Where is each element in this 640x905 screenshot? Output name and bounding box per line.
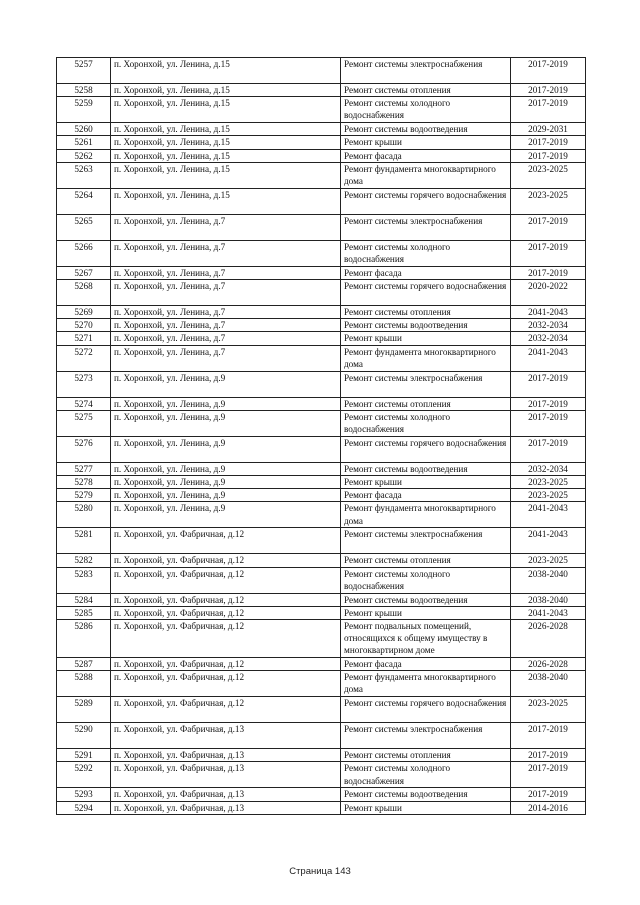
table-row [57,214,586,240]
row-address: п. Хоронхой, ул. Ленина, д.9 [111,397,341,410]
table-row [57,136,586,149]
row-work-type: Ремонт системы холодного водоснабжения [341,410,511,436]
row-work-type: Ремонт фасада [341,489,511,502]
table-row [57,436,586,462]
table-row [57,554,586,567]
row-address: п. Хоронхой, ул. Ленина, д.15 [111,58,341,84]
row-number: 5294 [57,801,111,814]
table-row [57,723,586,749]
row-period: 2017-2019 [511,436,586,462]
row-period: 2038-2040 [511,567,586,593]
table-row [57,502,586,528]
row-period: 2017-2019 [511,58,586,84]
row-address: п. Хоронхой, ул. Фабричная, д.12 [111,593,341,606]
row-period: 2017-2019 [511,240,586,266]
row-work-type: Ремонт системы водоотведения [341,593,511,606]
row-work-type: Ремонт системы горячего водоснабжения [341,280,511,306]
row-work-type: Ремонт крыши [341,476,511,489]
row-work-type: Ремонт системы водоотведения [341,319,511,332]
row-period: 2017-2019 [511,371,586,397]
row-period: 2017-2019 [511,723,586,749]
row-number: 5273 [57,371,111,397]
row-number: 5272 [57,345,111,371]
row-address: п. Хоронхой, ул. Фабричная, д.12 [111,528,341,554]
row-address: п. Хоронхой, ул. Фабричная, д.13 [111,762,341,788]
row-number: 5271 [57,332,111,345]
row-number: 5283 [57,567,111,593]
row-number: 5289 [57,697,111,723]
table-row [57,58,586,84]
row-work-type: Ремонт системы водоотведения [341,462,511,475]
row-address: п. Хоронхой, ул. Фабричная, д.12 [111,606,341,619]
row-period: 2017-2019 [511,762,586,788]
table-row [57,345,586,371]
row-period: 2038-2040 [511,671,586,697]
row-work-type: Ремонт системы отопления [341,397,511,410]
row-period: 2023-2025 [511,162,586,188]
row-period: 2041-2043 [511,345,586,371]
row-period: 2017-2019 [511,136,586,149]
row-number: 5263 [57,162,111,188]
row-work-type: Ремонт системы холодного водоснабжения [341,762,511,788]
table-row [57,280,586,306]
row-work-type: Ремонт фасада [341,658,511,671]
row-period: 2038-2040 [511,593,586,606]
table-row [57,332,586,345]
row-period: 2023-2025 [511,554,586,567]
row-address: п. Хоронхой, ул. Фабричная, д.13 [111,801,341,814]
table-row [57,476,586,489]
row-number: 5291 [57,749,111,762]
row-work-type: Ремонт крыши [341,801,511,814]
row-address: п. Хоронхой, ул. Ленина, д.9 [111,436,341,462]
table-row [57,606,586,619]
table-row [57,397,586,410]
row-work-type: Ремонт крыши [341,332,511,345]
row-address: п. Хоронхой, ул. Ленина, д.15 [111,123,341,136]
row-address: п. Хоронхой, ул. Фабричная, д.12 [111,658,341,671]
row-address: п. Хоронхой, ул. Ленина, д.15 [111,162,341,188]
row-number: 5278 [57,476,111,489]
row-work-type: Ремонт системы горячего водоснабжения [341,436,511,462]
row-period: 2041-2043 [511,528,586,554]
row-work-type: Ремонт системы электроснабжения [341,723,511,749]
row-period: 2032-2034 [511,462,586,475]
row-address: п. Хоронхой, ул. Ленина, д.7 [111,240,341,266]
table-row [57,162,586,188]
row-work-type: Ремонт фундамента многоквартирного дома [341,502,511,528]
row-address: п. Хоронхой, ул. Фабричная, д.12 [111,697,341,723]
row-number: 5270 [57,319,111,332]
row-work-type: Ремонт системы холодного водоснабжения [341,97,511,123]
row-period: 2026-2028 [511,620,586,658]
row-work-type: Ремонт фундамента многоквартирного дома [341,162,511,188]
row-address: п. Хоронхой, ул. Ленина, д.9 [111,476,341,489]
row-number: 5264 [57,188,111,214]
row-period: 2017-2019 [511,214,586,240]
table-row [57,671,586,697]
row-period: 2014-2016 [511,801,586,814]
row-number: 5280 [57,502,111,528]
row-work-type: Ремонт системы отопления [341,84,511,97]
row-address: п. Хоронхой, ул. Ленина, д.15 [111,97,341,123]
row-work-type: Ремонт системы электроснабжения [341,214,511,240]
row-number: 5293 [57,788,111,801]
row-work-type: Ремонт крыши [341,606,511,619]
row-period: 2017-2019 [511,410,586,436]
row-period: 2017-2019 [511,266,586,279]
row-number: 5268 [57,280,111,306]
table-row [57,266,586,279]
row-number: 5266 [57,240,111,266]
table-row [57,801,586,814]
row-number: 5258 [57,84,111,97]
row-number: 5259 [57,97,111,123]
table-row [57,97,586,123]
row-number: 5292 [57,762,111,788]
row-address: п. Хоронхой, ул. Ленина, д.7 [111,332,341,345]
row-period: 2023-2025 [511,489,586,502]
row-period: 2017-2019 [511,788,586,801]
row-number: 5265 [57,214,111,240]
row-work-type: Ремонт системы отопления [341,749,511,762]
row-number: 5288 [57,671,111,697]
row-number: 5260 [57,123,111,136]
row-period: 2020-2022 [511,280,586,306]
table-row [57,240,586,266]
row-period: 2017-2019 [511,149,586,162]
row-number: 5262 [57,149,111,162]
row-address: п. Хоронхой, ул. Ленина, д.15 [111,188,341,214]
row-work-type: Ремонт крыши [341,136,511,149]
table-row [57,306,586,319]
row-number: 5290 [57,723,111,749]
row-address: п. Хоронхой, ул. Фабричная, д.13 [111,749,341,762]
row-number: 5287 [57,658,111,671]
row-period: 2032-2034 [511,332,586,345]
row-address: п. Хоронхой, ул. Ленина, д.7 [111,345,341,371]
row-address: п. Хоронхой, ул. Ленина, д.9 [111,502,341,528]
row-number: 5281 [57,528,111,554]
row-work-type: Ремонт системы отопления [341,306,511,319]
row-address: п. Хоронхой, ул. Ленина, д.15 [111,149,341,162]
row-work-type: Ремонт системы горячего водоснабжения [341,697,511,723]
row-address: п. Хоронхой, ул. Ленина, д.9 [111,410,341,436]
row-period: 2032-2034 [511,319,586,332]
row-number: 5286 [57,620,111,658]
row-work-type: Ремонт системы горячего водоснабжения [341,188,511,214]
table-row [57,593,586,606]
row-period: 2041-2043 [511,502,586,528]
row-address: п. Хоронхой, ул. Ленина, д.9 [111,489,341,502]
row-work-type: Ремонт системы водоотведения [341,788,511,801]
row-address: п. Хоронхой, ул. Ленина, д.9 [111,462,341,475]
row-number: 5277 [57,462,111,475]
row-work-type: Ремонт системы отопления [341,554,511,567]
row-address: п. Хоронхой, ул. Фабричная, д.12 [111,620,341,658]
row-work-type: Ремонт фасада [341,266,511,279]
row-address: п. Хоронхой, ул. Фабричная, д.13 [111,723,341,749]
table-row [57,658,586,671]
row-number: 5285 [57,606,111,619]
row-number: 5257 [57,58,111,84]
row-period: 2017-2019 [511,397,586,410]
table-row [57,410,586,436]
row-work-type: Ремонт системы холодного водоснабжения [341,240,511,266]
row-address: п. Хоронхой, ул. Ленина, д.7 [111,280,341,306]
row-period: 2017-2019 [511,97,586,123]
row-address: п. Хоронхой, ул. Фабричная, д.12 [111,567,341,593]
row-number: 5261 [57,136,111,149]
table-row [57,188,586,214]
row-work-type: Ремонт фундамента многоквартирного дома [341,345,511,371]
row-work-type: Ремонт системы электроснабжения [341,371,511,397]
row-work-type: Ремонт фундамента многоквартирного дома [341,671,511,697]
row-address: п. Хоронхой, ул. Ленина, д.15 [111,136,341,149]
table-row [57,528,586,554]
table-row [57,462,586,475]
row-period: 2041-2043 [511,606,586,619]
row-work-type: Ремонт фасада [341,149,511,162]
row-work-type: Ремонт системы холодного водоснабжения [341,567,511,593]
row-address: п. Хоронхой, ул. Ленина, д.7 [111,266,341,279]
row-address: п. Хоронхой, ул. Фабричная, д.12 [111,671,341,697]
repair-schedule-table [56,57,586,815]
row-address: п. Хоронхой, ул. Ленина, д.7 [111,306,341,319]
row-number: 5267 [57,266,111,279]
row-period: 2017-2019 [511,749,586,762]
table-row [57,123,586,136]
row-work-type: Ремонт системы электроснабжения [341,58,511,84]
row-period: 2041-2043 [511,306,586,319]
table-body [57,58,586,815]
row-number: 5284 [57,593,111,606]
row-address: п. Хоронхой, ул. Ленина, д.15 [111,84,341,97]
row-period: 2017-2019 [511,84,586,97]
row-period: 2026-2028 [511,658,586,671]
row-period: 2023-2025 [511,188,586,214]
row-period: 2029-2031 [511,123,586,136]
row-address: п. Хоронхой, ул. Фабричная, д.12 [111,554,341,567]
table-row [57,749,586,762]
row-period: 2023-2025 [511,476,586,489]
table-row [57,788,586,801]
row-number: 5282 [57,554,111,567]
row-address: п. Хоронхой, ул. Фабричная, д.13 [111,788,341,801]
repair-schedule-sheet [56,57,585,815]
row-address: п. Хоронхой, ул. Ленина, д.7 [111,214,341,240]
row-number: 5274 [57,397,111,410]
table-row [57,371,586,397]
row-number: 5269 [57,306,111,319]
table-row [57,489,586,502]
row-work-type: Ремонт системы водоотведения [341,123,511,136]
row-number: 5279 [57,489,111,502]
table-row [57,697,586,723]
table-row [57,319,586,332]
row-address: п. Хоронхой, ул. Ленина, д.9 [111,371,341,397]
row-number: 5275 [57,410,111,436]
page-number: Страница 143 [289,866,351,877]
row-work-type: Ремонт подвальных помещений, относящихся к общему имуществу в многоквартирном доме [341,620,511,658]
table-row [57,762,586,788]
table-row [57,84,586,97]
table-row [57,620,586,658]
row-address: п. Хоронхой, ул. Ленина, д.7 [111,319,341,332]
row-number: 5276 [57,436,111,462]
table-row [57,149,586,162]
row-work-type: Ремонт системы электроснабжения [341,528,511,554]
row-period: 2023-2025 [511,697,586,723]
table-row [57,567,586,593]
